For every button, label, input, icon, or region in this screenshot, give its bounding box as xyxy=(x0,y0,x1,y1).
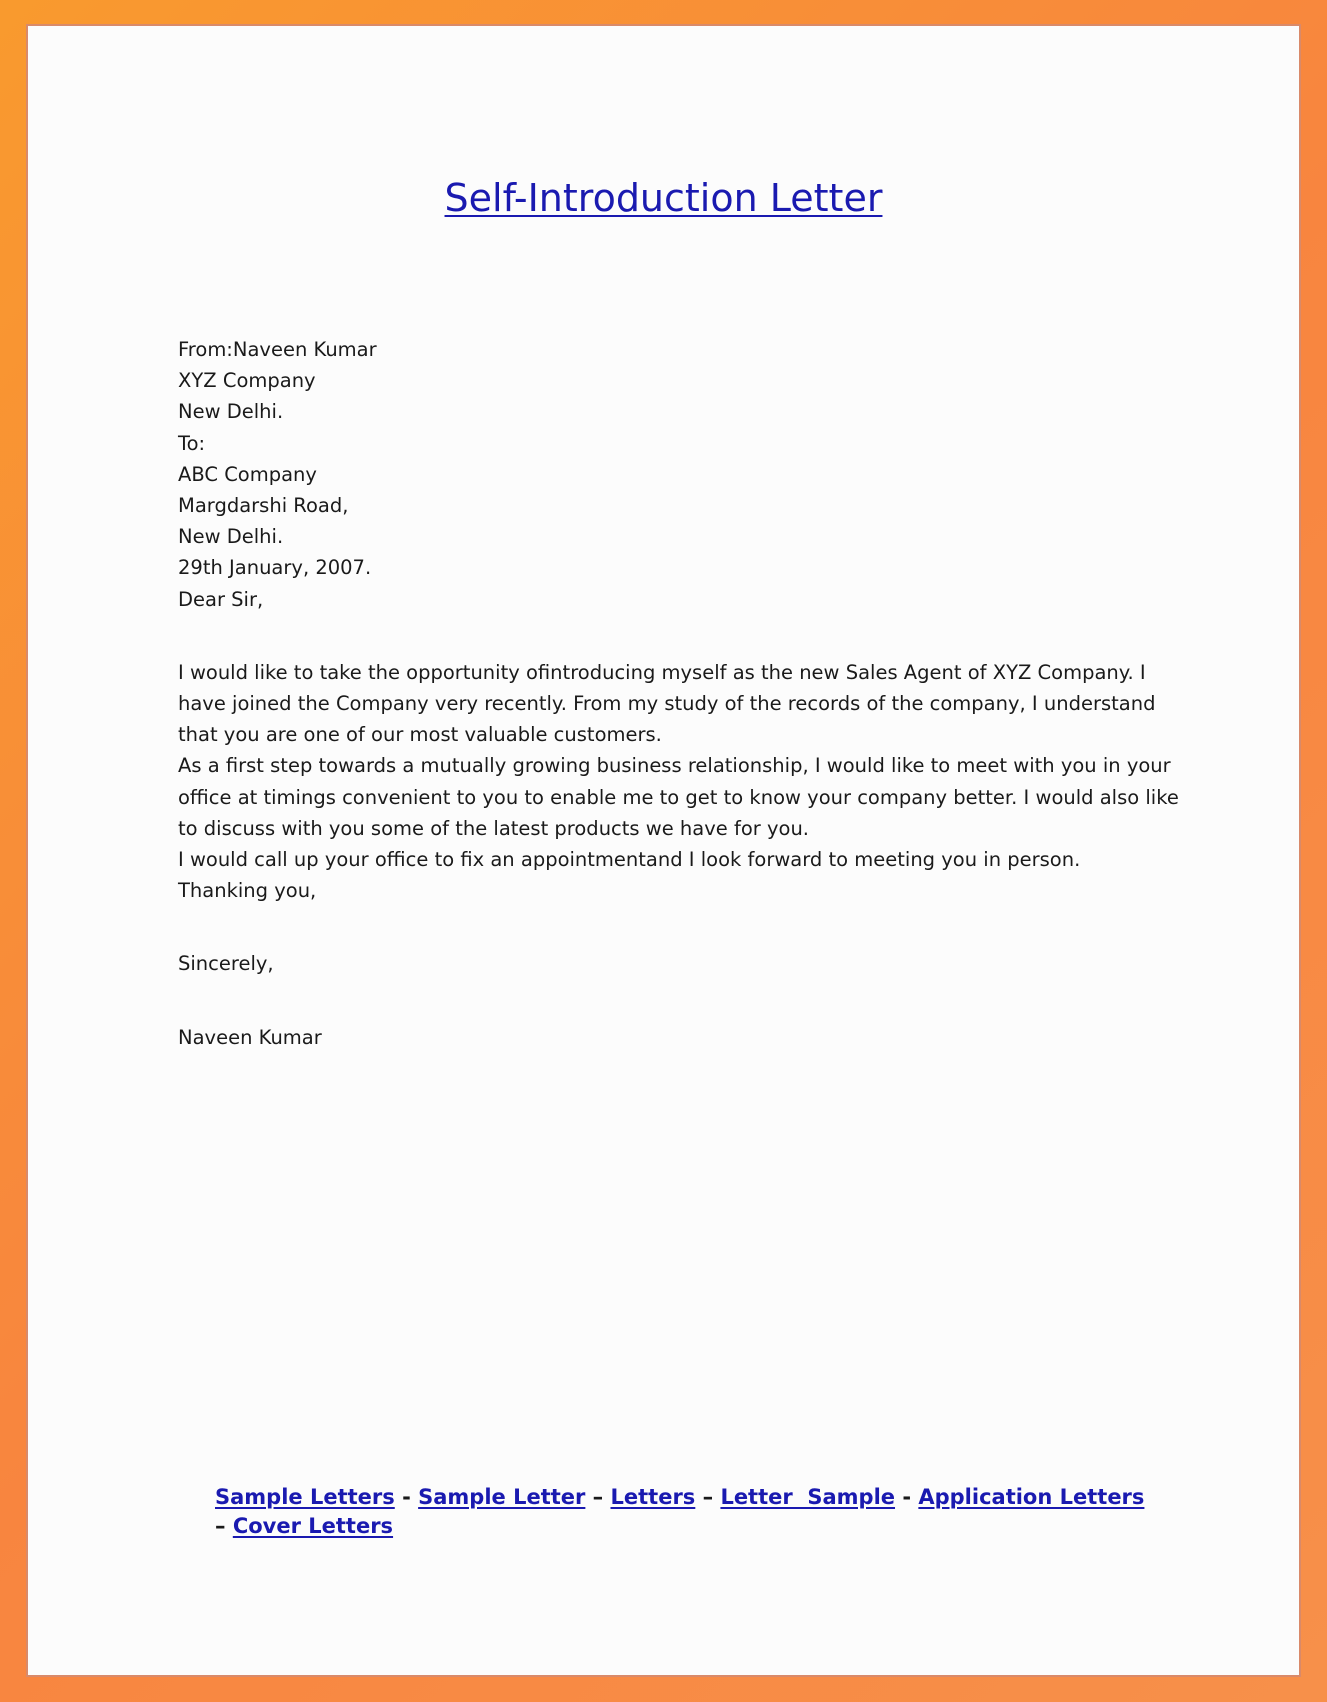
footer-links xyxy=(215,1483,1175,1541)
to-label: To: xyxy=(178,431,206,455)
sender-company: XYZ Company xyxy=(178,369,316,393)
page-title[interactable]: Self-Introduction Letter xyxy=(444,176,883,220)
link-letters[interactable]: Letters xyxy=(610,1485,696,1509)
spacer xyxy=(178,906,1178,948)
recipient-road: Margdarshi Road, xyxy=(178,494,349,518)
body-line: office at timings convenient to you to enable me to get to know your company better. I would also like xyxy=(178,785,1179,809)
body-line: As a first step towards a mutually growing business relationship, I would like to meet with you in your xyxy=(178,754,1171,778)
body-line: to discuss with you some of the latest products we have for you. xyxy=(178,816,809,840)
from-line: From:Naveen Kumar xyxy=(178,338,377,361)
body-line: I would call up your office to fix an appointmentand I look forward to meeting you in person. xyxy=(178,848,1081,872)
link-cover-letters[interactable]: Cover Letters xyxy=(232,1514,394,1538)
link-letter-sample[interactable]: Letter Sample xyxy=(720,1485,896,1509)
body-line: that you are one of our most valuable customers. xyxy=(178,723,662,747)
closing: Sincerely, xyxy=(178,952,274,976)
spacer xyxy=(178,615,1178,657)
link-sample-letters[interactable]: Sample Letters xyxy=(215,1485,395,1509)
link-separator: – xyxy=(585,1485,611,1509)
recipient-company: ABC Company xyxy=(178,462,317,486)
body-line: I would like to take the opportunity ofintroducing myself as the new Sales Agent of XYZ Company. I xyxy=(178,660,1146,684)
letter-body xyxy=(178,334,1178,1053)
signature: Naveen Kumar xyxy=(178,1025,322,1049)
thanks-line: Thanking you, xyxy=(178,879,317,903)
salutation: Dear Sir, xyxy=(178,587,264,611)
sender-city: New Delhi. xyxy=(178,400,284,424)
letter-date: 29th January, 2007. xyxy=(178,556,372,580)
spacer xyxy=(178,980,1178,1022)
link-separator: – xyxy=(695,1485,721,1509)
link-separator: - xyxy=(895,1485,919,1509)
body-line: have joined the Company very recently. From my study of the records of the company, I understand xyxy=(178,692,1156,716)
link-separator: - xyxy=(394,1485,419,1509)
link-sample-letter[interactable]: Sample Letter xyxy=(418,1485,586,1509)
link-separator: – xyxy=(215,1514,233,1538)
recipient-city: New Delhi. xyxy=(178,525,284,549)
link-application-letters[interactable]: Application Letters xyxy=(918,1485,1145,1509)
letter-page xyxy=(26,24,1301,1677)
